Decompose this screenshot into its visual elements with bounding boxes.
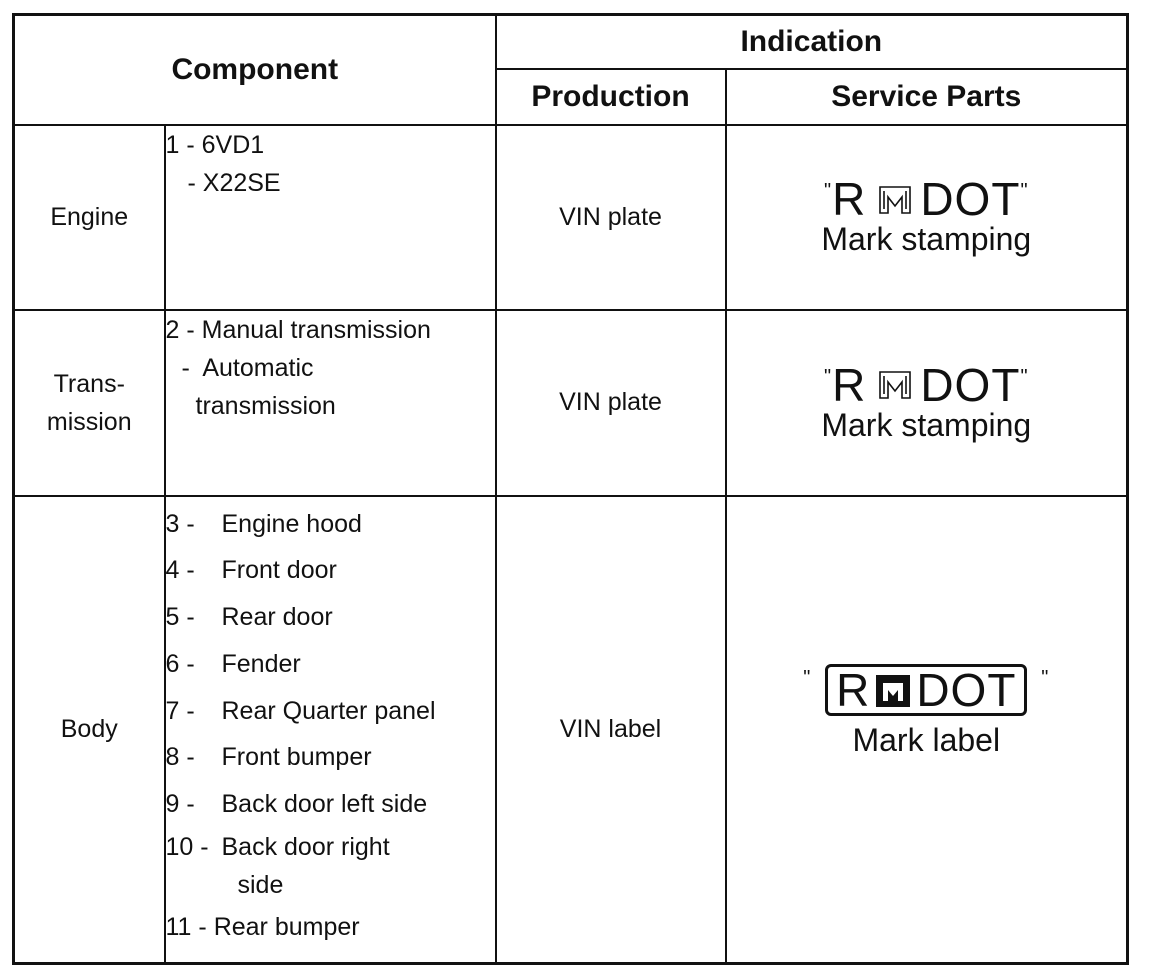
table-row-body <box>14 496 1128 964</box>
list-item: transmission <box>195 391 336 420</box>
service-body <box>726 496 1128 964</box>
mark-caption: Mark stamping <box>821 221 1032 257</box>
list-item: 11 - Rear bumper <box>165 913 360 942</box>
component-indication-table <box>12 13 1129 965</box>
list-item: 9 - Back door left side <box>165 790 428 819</box>
list-item: 6 - Fender <box>165 649 301 678</box>
list-item: - Automatic <box>181 353 314 382</box>
header-indication: Indication <box>496 15 1128 69</box>
component-name-engine: Engine <box>14 125 165 310</box>
header-production: Production <box>496 69 726 125</box>
table-row-transmission <box>14 310 1128 496</box>
list-item: 8 - Front bumper <box>165 743 372 772</box>
component-list-engine <box>165 125 496 310</box>
mark-label-body: " R DOT " Mark label <box>803 664 1050 759</box>
list-item: 10 - Back door right <box>165 833 390 862</box>
component-name-body: Body <box>14 496 165 964</box>
component-list-transmission <box>165 310 496 496</box>
mark-dot-text: DOT <box>920 173 1021 225</box>
production-engine: VIN plate <box>496 125 726 310</box>
list-item: 2 - Manual transmission <box>165 315 431 344</box>
mark-r-letter: R <box>832 358 867 411</box>
list-item: 4 - Front door <box>165 556 337 585</box>
list-item: 7 - Rear Quarter panel <box>165 696 436 725</box>
list-item: 5 - Rear door <box>165 603 333 632</box>
production-transmission: VIN plate <box>496 310 726 496</box>
service-transmission <box>726 310 1128 496</box>
mark-stamping-engine: "R DOT" Mark stamping <box>821 173 1032 257</box>
mark-dot-text: DOT <box>916 664 1017 717</box>
service-engine <box>726 125 1128 310</box>
table-row-engine <box>14 125 1128 310</box>
component-name-transmission: Trans- mission <box>14 310 165 496</box>
mark-caption: Mark label <box>852 722 1001 759</box>
component-list-body <box>165 496 496 964</box>
production-body: VIN label <box>496 496 726 964</box>
list-item: 1 - 6VD1 <box>165 130 265 159</box>
mark-dot-text: DOT <box>920 358 1021 411</box>
isuzu-logo-solid-icon <box>876 675 910 707</box>
list-item: side <box>237 871 284 900</box>
mark-stamping-transmission: "R DOT" Mark stamping <box>821 358 1032 443</box>
header-component: Component <box>14 15 496 125</box>
mark-label-box <box>825 664 1027 716</box>
isuzu-logo-outline-icon <box>878 370 912 400</box>
list-item: - X22SE <box>187 168 281 197</box>
list-item: 3 - Engine hood <box>165 509 362 538</box>
mark-r-letter: R <box>832 173 867 225</box>
header-service-parts: Service Parts <box>726 69 1128 125</box>
mark-r-letter: R <box>836 664 871 717</box>
isuzu-logo-outline-icon <box>878 185 912 215</box>
mark-caption: Mark stamping <box>821 406 1032 443</box>
